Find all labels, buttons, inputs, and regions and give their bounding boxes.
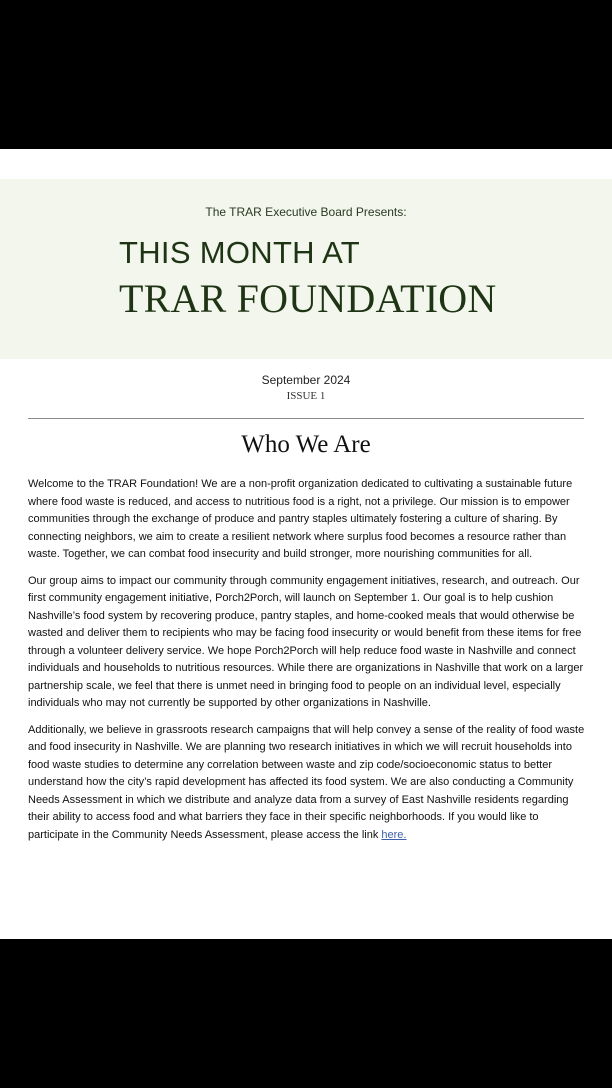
paragraph-1: Welcome to the TRAR Foundation! We are a non-profit organization dedicated to cultivating a sustainable future where food waste is reduced, and access to nutritious food is a right, not a privilege. Our mission is to empower communities through the exchange of produce and pantry staples ultimately fostering a culture of sharing. By connecting neighbors, we aim to create a resilient network where surplus food becomes a resource rather than waste. Together, we can combat food insecurity and build stronger, more nourishing communities for all. xyxy=(28,478,573,560)
issue-number: ISSUE 1 xyxy=(286,390,326,402)
paragraph-3 xyxy=(28,722,586,845)
newsletter-page xyxy=(0,149,612,939)
issue-date: September 2024 xyxy=(261,373,351,387)
section-body xyxy=(28,476,586,853)
section-title: Who We Are xyxy=(241,431,371,458)
divider xyxy=(28,418,584,419)
header-banner xyxy=(0,179,612,359)
title-line-1: THIS MONTH AT xyxy=(119,235,360,270)
paragraph-3-text: Additionally, we believe in grassroots research campaigns that will help convey a sense of the reality of food waste and food insecurity in Nashville. We are planning two research initiatives in which we will recruit households into food waste studies to determine any correlation between waste and zip code/socioeconomic status to better understand how the city’s rapid development has affected its food system. We are also conducting a Community Needs Assessment in which we distribute and analyze data from a survey of East Nashville residents regarding their ability to access food and what barriers they face in their specific neighborhoods. If you would like to participate in the Community Needs Assessment, please access the link xyxy=(28,723,585,841)
survey-link[interactable]: here. xyxy=(381,828,407,841)
presents-line: The TRAR Executive Board Presents: xyxy=(205,205,407,219)
paragraph-2: Our group aims to impact our community through community engagement initiatives, research, and outreach. Our first community engagement initiative, Porch2Porch, will launch on September 1. Our goal is to help cushion Nashville’s food system by recovering produce, pantry staples, and home-cooked meals that would otherwise be wasted and deliver them to recipients who may be facing food insecurity or would benefit from these items for free through a volunteer delivery service. We hope Porch2Porch will help reduce food waste in Nashville and connect individuals and households to nutritious resources. While there are organizations in Nashville that work on a larger partnership scale, we feel that there is unmet need in bringing food to people on an individual level, especially individuals who may not currently be supported by other organizations in Nashville. xyxy=(28,574,584,709)
title-line-2: TRAR FOUNDATION xyxy=(119,276,497,321)
